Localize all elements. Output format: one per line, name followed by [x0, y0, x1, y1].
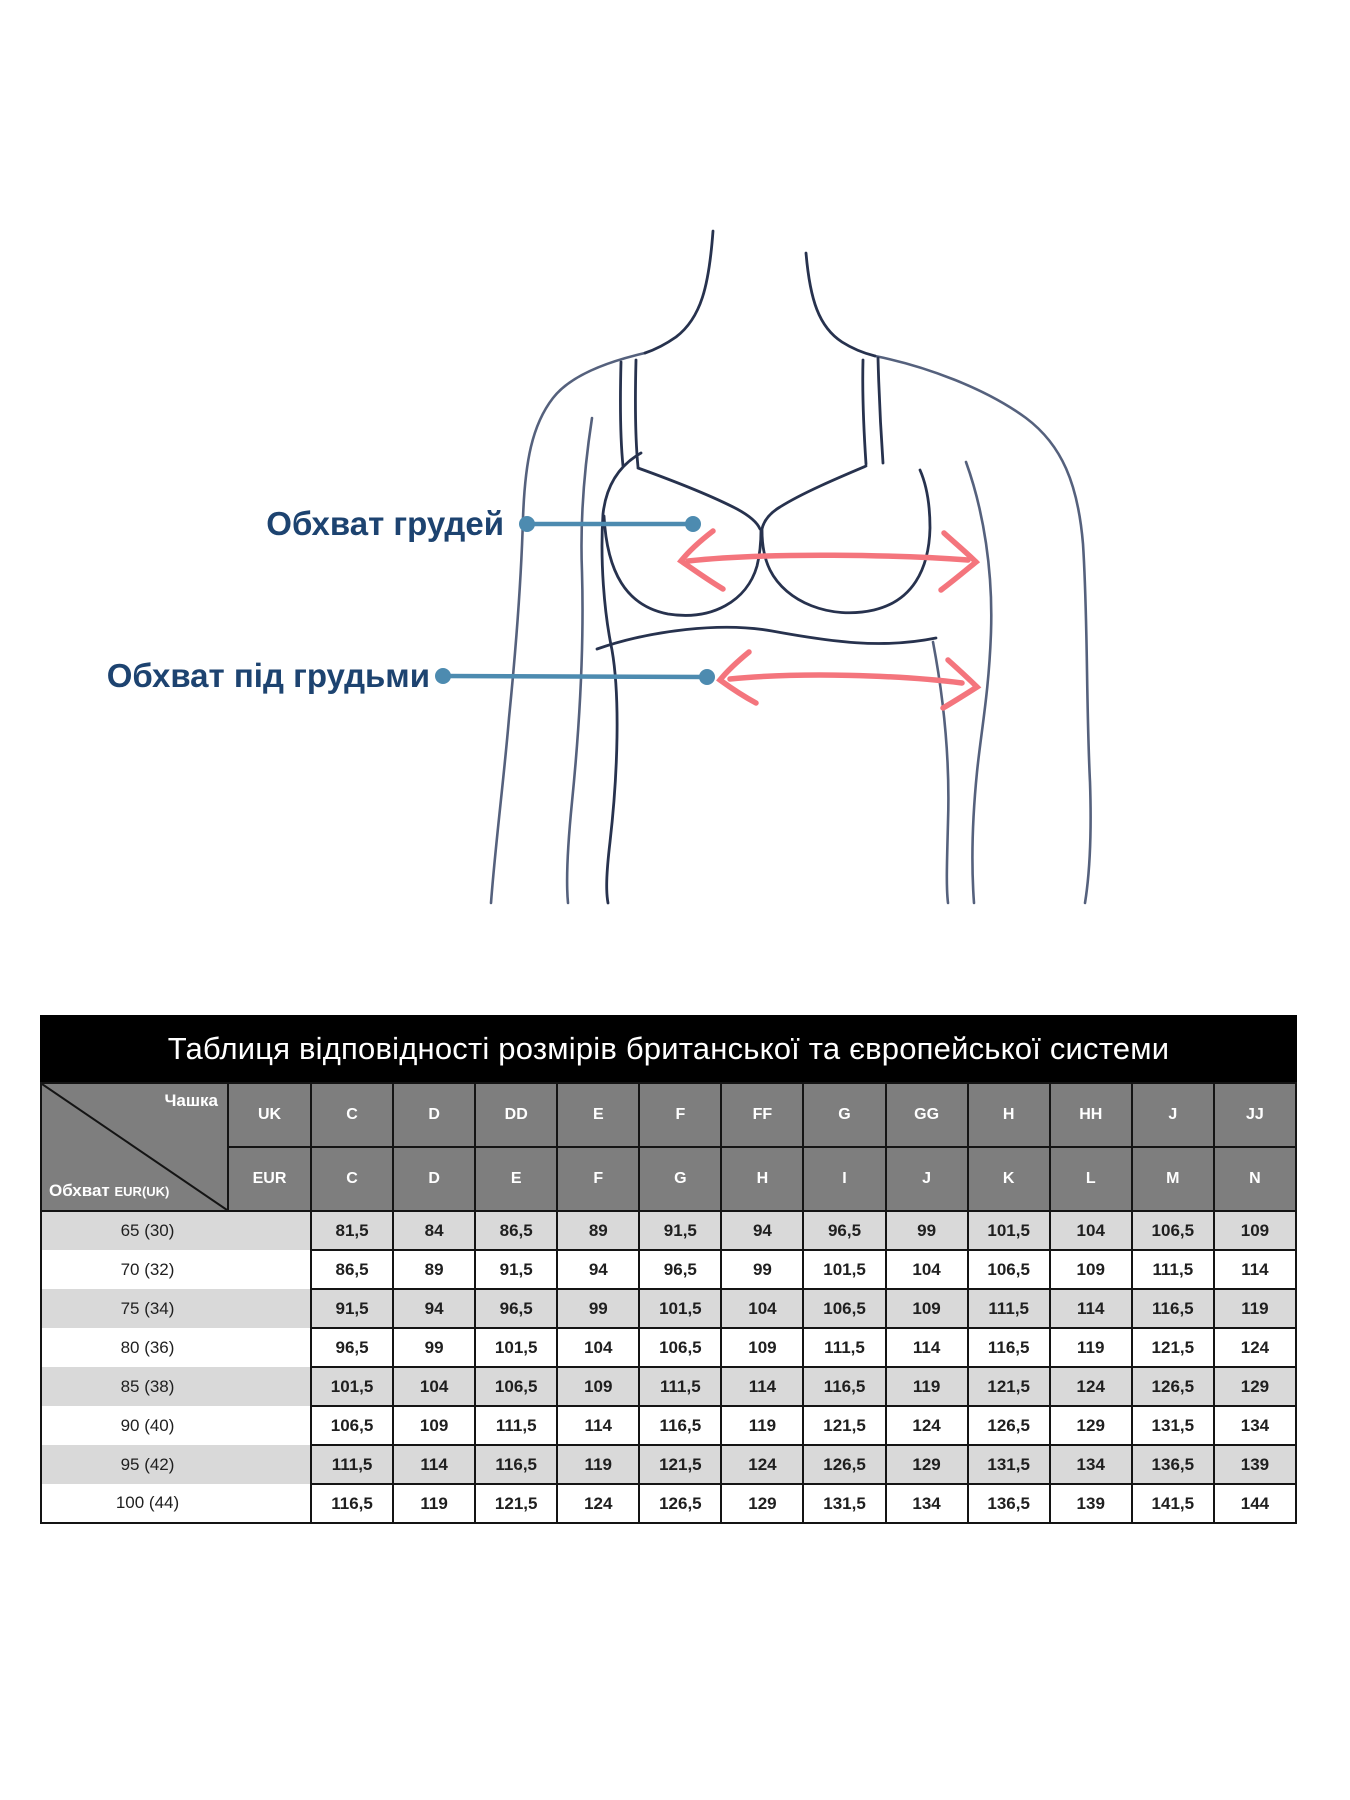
- measurement-cell: 126,5: [639, 1484, 721, 1523]
- measurement-cell: 119: [557, 1445, 639, 1484]
- uk-cup-E: E: [557, 1083, 639, 1147]
- measurement-cell: 131,5: [1132, 1406, 1214, 1445]
- measurement-cell: 106,5: [968, 1250, 1050, 1289]
- eur-cup-D: D: [393, 1147, 475, 1211]
- measurement-cell: 109: [557, 1367, 639, 1406]
- body-outline: [491, 353, 1091, 903]
- measurement-cell: 116,5: [803, 1367, 885, 1406]
- measurement-cell: 111,5: [475, 1406, 557, 1445]
- measurement-cell: 99: [557, 1289, 639, 1328]
- measurement-cell: 121,5: [639, 1445, 721, 1484]
- measurement-cell: 106,5: [311, 1406, 393, 1445]
- measurement-cell: 129: [886, 1445, 968, 1484]
- band-size-cell: 90 (40): [41, 1406, 311, 1445]
- measurement-cell: 109: [721, 1328, 803, 1367]
- eur-cup-M: M: [1132, 1147, 1214, 1211]
- band-size-cell: 85 (38): [41, 1367, 311, 1406]
- measurement-cell: 144: [1214, 1484, 1296, 1523]
- uk-cup-HH: HH: [1050, 1083, 1132, 1147]
- measurement-cell: 114: [557, 1406, 639, 1445]
- measurement-cell: 119: [886, 1367, 968, 1406]
- measurement-cell: 124: [886, 1406, 968, 1445]
- measurement-cell: 111,5: [1132, 1250, 1214, 1289]
- unit-eur: EUR: [228, 1147, 311, 1211]
- uk-cup-J: J: [1132, 1083, 1214, 1147]
- uk-cup-D: D: [393, 1083, 475, 1147]
- measurement-cell: 94: [721, 1211, 803, 1250]
- measurement-cell: 104: [393, 1367, 475, 1406]
- measurement-cell: 119: [721, 1406, 803, 1445]
- uk-cup-C: C: [311, 1083, 393, 1147]
- measurement-cell: 116,5: [639, 1406, 721, 1445]
- eur-cup-L: L: [1050, 1147, 1132, 1211]
- measurement-cell: 99: [393, 1328, 475, 1367]
- measurement-cell: 119: [1050, 1328, 1132, 1367]
- measurement-cell: 114: [1214, 1250, 1296, 1289]
- band-size-cell: 100 (44): [41, 1484, 311, 1523]
- measurement-cell: 129: [1214, 1367, 1296, 1406]
- measurement-cell: 106,5: [1132, 1211, 1214, 1250]
- measurement-cell: 121,5: [475, 1484, 557, 1523]
- measurement-cell: 96,5: [311, 1328, 393, 1367]
- measurement-cell: 111,5: [968, 1289, 1050, 1328]
- band-size-cell: 75 (34): [41, 1289, 311, 1328]
- measurement-cell: 136,5: [968, 1484, 1050, 1523]
- measurement-cell: 116,5: [475, 1445, 557, 1484]
- corner-cup-label: Чашка: [164, 1091, 218, 1110]
- measurement-cell: 126,5: [1132, 1367, 1214, 1406]
- torso-and-bra-lines: [597, 231, 936, 903]
- measurement-cell: 106,5: [639, 1328, 721, 1367]
- measurement-cell: 99: [721, 1250, 803, 1289]
- uk-cup-FF: FF: [721, 1083, 803, 1147]
- measurement-cell: 101,5: [311, 1367, 393, 1406]
- table-title: Таблиця відповідності розмірів британської та європейської системи: [40, 1015, 1297, 1082]
- measurement-cell: 136,5: [1132, 1445, 1214, 1484]
- size-row: [41, 1211, 1296, 1250]
- measurement-cell: 111,5: [639, 1367, 721, 1406]
- band-size-cell: 80 (36): [41, 1328, 311, 1367]
- eur-cup-K: K: [968, 1147, 1050, 1211]
- measurement-cell: 104: [1050, 1211, 1132, 1250]
- underbust-measure-label: Обхват під грудьми: [106, 657, 430, 694]
- eur-cup-C: C: [311, 1147, 393, 1211]
- measurement-cell: 129: [721, 1484, 803, 1523]
- bust-leader-line: [519, 516, 701, 532]
- measurement-cell: 86,5: [475, 1211, 557, 1250]
- measurement-cell: 96,5: [639, 1250, 721, 1289]
- measurement-cell: 109: [393, 1406, 475, 1445]
- bust-measure-label: Обхват грудей: [266, 505, 504, 542]
- measurement-cell: 116,5: [311, 1484, 393, 1523]
- eur-cup-row: [41, 1147, 1296, 1211]
- size-conversion-table: [40, 1082, 1297, 1524]
- band-size-cell: 70 (32): [41, 1250, 311, 1289]
- measurement-cell: 124: [1214, 1328, 1296, 1367]
- band-size-cell: 95 (42): [41, 1445, 311, 1484]
- measurement-cell: 141,5: [1132, 1484, 1214, 1523]
- measurement-cell: 134: [1050, 1445, 1132, 1484]
- measurement-cell: 126,5: [968, 1406, 1050, 1445]
- measurement-cell: 116,5: [1132, 1289, 1214, 1328]
- eur-cup-E: E: [475, 1147, 557, 1211]
- uk-cup-H: H: [968, 1083, 1050, 1147]
- uk-cup-row: [41, 1083, 1296, 1147]
- size-table: [40, 1015, 1297, 1524]
- bust-measure-arrow: [681, 531, 976, 590]
- measurement-cell: 119: [393, 1484, 475, 1523]
- measurement-cell: 101,5: [639, 1289, 721, 1328]
- measurement-cell: 91,5: [311, 1289, 393, 1328]
- measurement-cell: 124: [1050, 1367, 1132, 1406]
- measurement-cell: 86,5: [311, 1250, 393, 1289]
- measurement-cell: 106,5: [803, 1289, 885, 1328]
- measurement-cell: 101,5: [803, 1250, 885, 1289]
- eur-cup-G: G: [639, 1147, 721, 1211]
- measurement-cell: 121,5: [968, 1367, 1050, 1406]
- size-row: [41, 1484, 1296, 1523]
- uk-cup-DD: DD: [475, 1083, 557, 1147]
- measurement-cell: 121,5: [1132, 1328, 1214, 1367]
- uk-cup-GG: GG: [886, 1083, 968, 1147]
- measurement-cell: 81,5: [311, 1211, 393, 1250]
- eur-cup-H: H: [721, 1147, 803, 1211]
- underbust-leader-line: [435, 668, 715, 685]
- measurement-cell: 91,5: [639, 1211, 721, 1250]
- measurement-cell: 111,5: [311, 1445, 393, 1484]
- measurement-cell: 101,5: [968, 1211, 1050, 1250]
- measurement-cell: 109: [886, 1289, 968, 1328]
- size-row: [41, 1367, 1296, 1406]
- underbust-measure-arrow: [720, 652, 977, 708]
- measurement-cell: 139: [1214, 1445, 1296, 1484]
- measurement-cell: 91,5: [475, 1250, 557, 1289]
- measurement-cell: 134: [886, 1484, 968, 1523]
- measurement-cell: 106,5: [475, 1367, 557, 1406]
- measurement-cell: 139: [1050, 1484, 1132, 1523]
- measurement-cell: 94: [393, 1289, 475, 1328]
- uk-cup-F: F: [639, 1083, 721, 1147]
- measurement-cell: 84: [393, 1211, 475, 1250]
- measurement-cell: 109: [1214, 1211, 1296, 1250]
- measurement-cell: 104: [886, 1250, 968, 1289]
- unit-uk: UK: [228, 1083, 311, 1147]
- size-row: [41, 1445, 1296, 1484]
- measurement-cell: 134: [1214, 1406, 1296, 1445]
- measurement-cell: 101,5: [475, 1328, 557, 1367]
- measurement-cell: 121,5: [803, 1406, 885, 1445]
- corner-band-label: Обхват EUR(UK): [49, 1181, 170, 1200]
- measurement-cell: 126,5: [803, 1445, 885, 1484]
- measurement-cell: 114: [1050, 1289, 1132, 1328]
- size-row: [41, 1406, 1296, 1445]
- measurement-cell: 124: [557, 1484, 639, 1523]
- eur-cup-I: I: [803, 1147, 885, 1211]
- measurement-cell: 104: [721, 1289, 803, 1328]
- size-row: [41, 1289, 1296, 1328]
- uk-cup-G: G: [803, 1083, 885, 1147]
- eur-cup-N: N: [1214, 1147, 1296, 1211]
- band-size-cell: 65 (30): [41, 1211, 311, 1250]
- measurement-cell: 119: [1214, 1289, 1296, 1328]
- measurement-cell: 104: [557, 1328, 639, 1367]
- size-row: [41, 1250, 1296, 1289]
- measurement-cell: 114: [721, 1367, 803, 1406]
- measurement-cell: 114: [886, 1328, 968, 1367]
- measurement-cell: 116,5: [968, 1328, 1050, 1367]
- measurement-cell: 111,5: [803, 1328, 885, 1367]
- measurement-cell: 109: [1050, 1250, 1132, 1289]
- measurement-cell: 114: [393, 1445, 475, 1484]
- uk-cup-JJ: JJ: [1214, 1083, 1296, 1147]
- measurement-cell: 96,5: [475, 1289, 557, 1328]
- size-row: [41, 1328, 1296, 1367]
- measurement-cell: 94: [557, 1250, 639, 1289]
- measurement-cell: 89: [557, 1211, 639, 1250]
- measurement-cell: 124: [721, 1445, 803, 1484]
- corner-cell: [41, 1083, 228, 1211]
- measurement-cell: 131,5: [968, 1445, 1050, 1484]
- eur-cup-J: J: [886, 1147, 968, 1211]
- measurement-cell: 89: [393, 1250, 475, 1289]
- measurement-cell: 131,5: [803, 1484, 885, 1523]
- measurement-cell: 129: [1050, 1406, 1132, 1445]
- measurement-cell: 99: [886, 1211, 968, 1250]
- eur-cup-F: F: [557, 1147, 639, 1211]
- measurement-cell: 96,5: [803, 1211, 885, 1250]
